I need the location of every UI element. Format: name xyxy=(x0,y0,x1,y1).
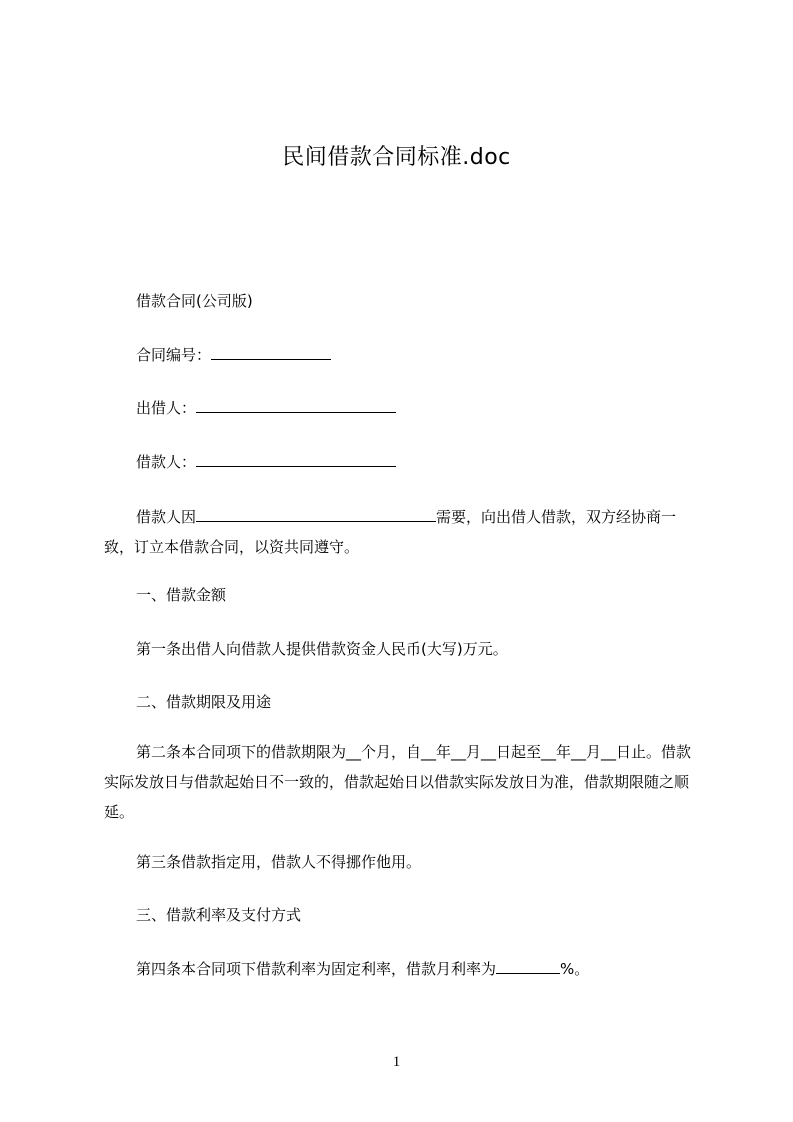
lender-label: 出借人： xyxy=(136,399,197,417)
page-number: 1 xyxy=(392,1054,401,1070)
section-1-heading: 一、借款金额 xyxy=(136,586,227,604)
purpose-paragraph xyxy=(104,502,704,562)
article-1: 第一条出借人向借款人提供借款资金人民币(大写)万元。 xyxy=(136,640,508,658)
contract-subtitle: 借款合同(公司版) xyxy=(136,292,253,310)
article-3: 第三条借款指定用，借款人不得挪作他用。 xyxy=(136,853,422,871)
article-4-prefix: 第四条本合同项下借款利率为固定利率，借款月利率为 xyxy=(136,960,497,978)
borrower-blank xyxy=(196,452,396,467)
lender-line xyxy=(136,398,396,418)
borrower-line xyxy=(136,452,396,472)
borrower-label: 借款人： xyxy=(136,453,197,471)
document-title: 民间借款合同标准.doc xyxy=(282,145,511,170)
contract-number-blank xyxy=(211,345,331,360)
lender-blank xyxy=(196,398,396,413)
purpose-blank xyxy=(196,507,436,522)
purpose-suffix: 需要，向出借人借款，双方经协商一致，订立本借款合同，以资共同遵守。 xyxy=(104,508,677,556)
interest-rate-blank xyxy=(496,959,560,974)
contract-number-label: 合同编号： xyxy=(136,346,212,364)
article-2: 第二条本合同项下的借款期限为__个月，自__年__月__日起至__年__月__日止。借款实际发放日与借款起始日不一致的，借款起始日以借款实际发放日为准，借款期限随之顺延。 xyxy=(104,743,692,821)
purpose-prefix: 借款人因 xyxy=(136,508,197,526)
section-3-heading: 三、借款利率及支付方式 xyxy=(136,906,302,924)
article-4 xyxy=(136,959,589,979)
section-2-heading: 二、借款期限及用途 xyxy=(136,693,272,711)
contract-number-line xyxy=(136,345,331,365)
article-4-suffix: %。 xyxy=(560,960,590,978)
